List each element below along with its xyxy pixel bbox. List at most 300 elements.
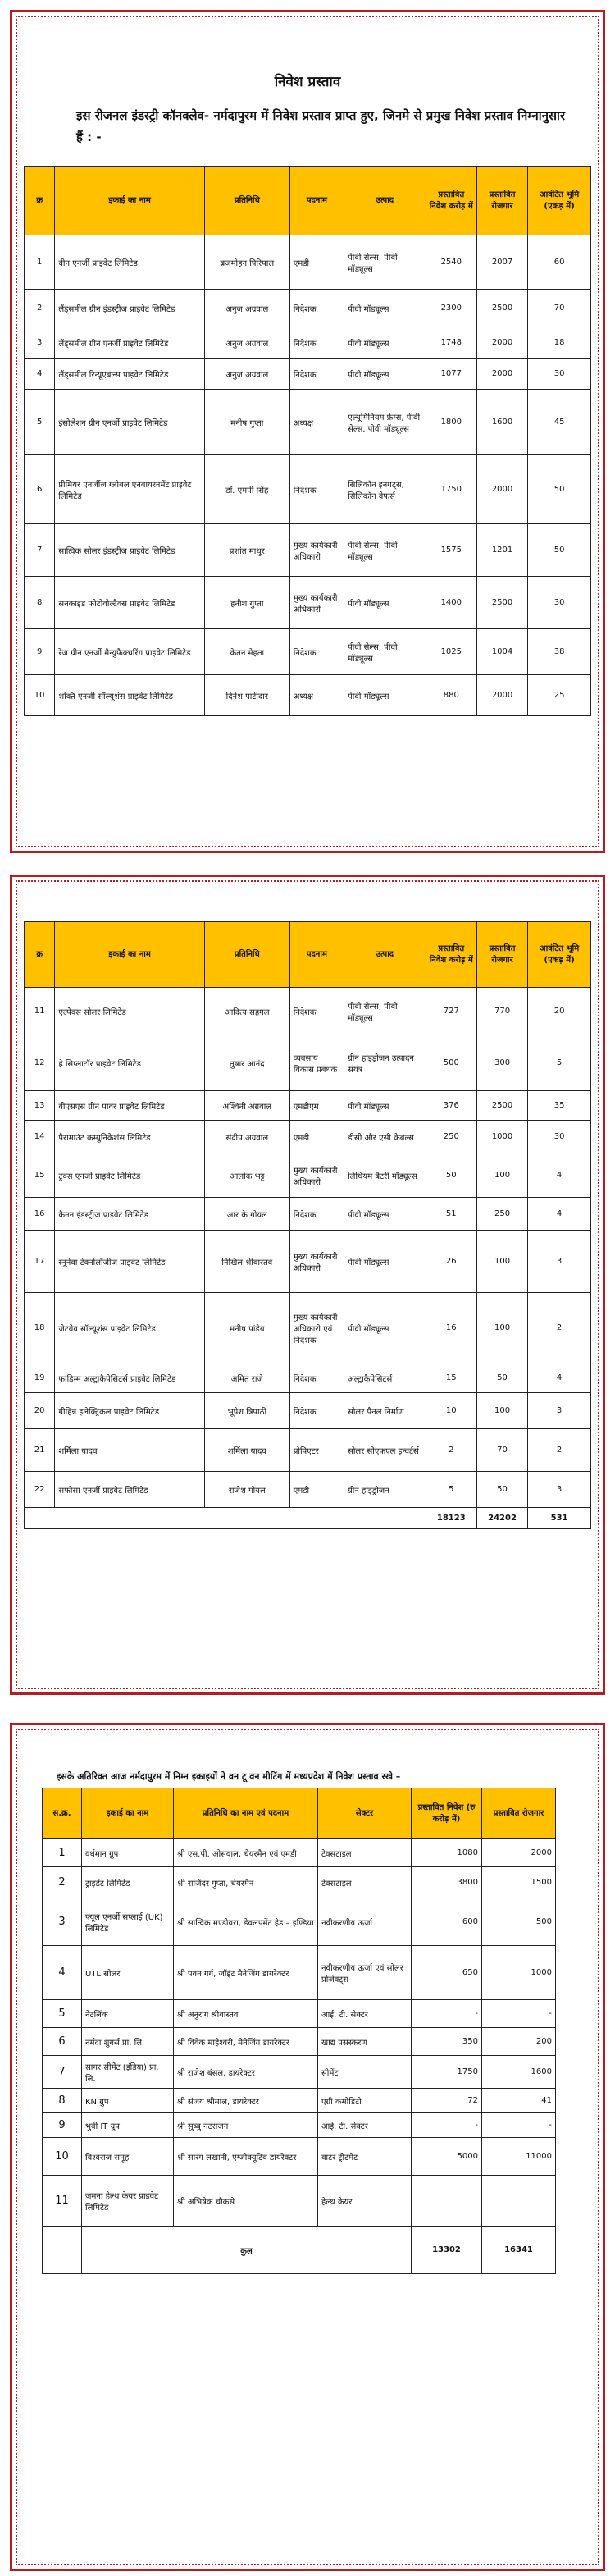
cell-rep: ब्रजमोहन पिरिपाल [204, 235, 289, 290]
cell-product: पीवी मॉड्यूल्स [344, 1231, 426, 1293]
cell-unit: पैरामाउंट कम्युनिकेशंस लिमिटेड [55, 1121, 205, 1153]
cell-sector: वाटर ट्रीटमेंट [318, 2138, 412, 2176]
table-row [25, 327, 591, 359]
table-row [25, 1429, 591, 1472]
cell-sector: नवीकरणीय ऊर्जा एवं सोलर प्रोजेक्ट्स [318, 1946, 412, 2000]
cell-product: पीवी मॉड्यूल्स [344, 577, 426, 629]
cell-investment: 1400 [426, 577, 476, 629]
cell-unit: सनकाइड फोटोवोल्टैक्स प्राइवेट लिमिटेड [55, 577, 205, 629]
table-row [43, 1839, 556, 1867]
cell-rep: श्री विवेक माहेश्वरी, मैनेजिंग डायरेक्टर [174, 2028, 318, 2056]
cell-sn: 4 [43, 1946, 82, 2000]
cell-investment: 880 [426, 675, 476, 716]
cell-investment: 1575 [426, 524, 476, 577]
cell-designation: निदेशक [289, 290, 344, 327]
cell-designation: निदेशक [289, 1363, 344, 1393]
cell-investment: 3800 [412, 1867, 482, 1898]
cell-rep: श्री पवन गर्ग, जॉइंट मैनेजिंग डायरेक्टर [174, 1946, 318, 2000]
cell-sn: 7 [43, 2056, 82, 2089]
cell-sector: आई. टी. सेक्टर [318, 2000, 412, 2028]
intro-text: इस रीजनल इंडस्ट्री कॉनक्लेव- नर्मदापुरम में निवेश प्रस्ताव प्राप्त हुए, जिनमे से प्रमुख निवेश प्रस्ताव निम्नानुसार हैं : - [76, 108, 566, 144]
col-land: आवंटित भूमि (एकड़ में) [528, 167, 591, 235]
cell-land: 4 [528, 1198, 591, 1231]
cell-designation: मुख्य कार्यकारी अधिकारी एवं निदेशक [289, 1293, 344, 1363]
cell-unit: विश्वराज समूह [82, 2138, 174, 2176]
cell-land: 35 [528, 1091, 591, 1121]
cell-rep: राजेश गोयल [204, 1472, 289, 1508]
col-investment: प्रस्तावित निवेश (रु करोड़ में) [412, 1788, 482, 1839]
cell-product: पीवी मॉड्यूल्स [344, 1198, 426, 1231]
cell-land: 30 [528, 359, 591, 390]
cell-rep: संदीप अग्रवाल [204, 1121, 289, 1153]
total-land: 531 [528, 1508, 591, 1529]
cell-rep: डॉ. एमपी सिंह [204, 455, 289, 524]
cell-sn: 10 [43, 2138, 82, 2176]
cell-designation: मुख्य कार्यकारी अधिकारी [289, 577, 344, 629]
cell-unit: शर्मिला यादव [55, 1429, 205, 1472]
table-row [43, 1898, 556, 1946]
cell-employment: 11000 [482, 2138, 556, 2176]
cell-sn: 6 [43, 2028, 82, 2056]
cell-sn: 5 [43, 2000, 82, 2028]
cell-sector: खाद्य प्रसंस्करण [318, 2028, 412, 2056]
table-row [25, 1393, 591, 1429]
cell-rep: निखिल श्रीवास्तव [204, 1231, 289, 1293]
cell-employment: 300 [476, 1035, 527, 1091]
cell-investment: - [412, 2000, 482, 2028]
cell-sector: आई. टी. सेक्टर [318, 2113, 412, 2138]
cell-employment: 70 [476, 1429, 527, 1472]
cell-rep: श्री सारंग लखानी, एग्जीक्यूटिव डायरेक्टर [174, 2138, 318, 2176]
col-product: उत्पाद [344, 922, 426, 988]
total-row-blank [25, 1508, 426, 1529]
cell-investment: 650 [412, 1946, 482, 2000]
cell-employment: - [482, 2000, 556, 2028]
total-row [25, 1508, 591, 1529]
cell-investment: 1025 [426, 629, 476, 675]
cell-sn: 13 [25, 1091, 55, 1121]
table-row [25, 1153, 591, 1198]
cell-employment: 100 [476, 1293, 527, 1363]
cell-product: पीवी मॉड्यूल्स [344, 675, 426, 716]
cell-rep: आर के गोयल [204, 1198, 289, 1231]
table-row [25, 629, 591, 675]
cell-product: पीवी सेल्स, पीवी मॉड्यूल्स [344, 235, 426, 290]
col-employment: प्रस्तावित रोजगार [476, 167, 527, 235]
col-product: उत्पाद [344, 167, 426, 235]
cell-land: 45 [528, 390, 591, 455]
cell-product: पीवी मॉड्यूल्स [344, 1293, 426, 1363]
cell-employment: 2000 [476, 675, 527, 716]
cell-product: पीवी सेल्स, पीवी मॉड्यूल्स [344, 524, 426, 577]
cell-employment: 2000 [482, 1839, 556, 1867]
col-unit: इकाई का नाम [55, 922, 205, 988]
table-header-row [43, 1788, 556, 1839]
cell-rep: श्री अनुराग श्रीवास्तव [174, 2000, 318, 2028]
cell-unit: रेज ग्रीन एनर्जी मैन्युफैक्चरिंग प्राइवेट लिमिटेड [55, 629, 205, 675]
cell-investment: 2 [426, 1429, 476, 1472]
cell-designation: व्यवसाय विकास प्रबंधक [289, 1035, 344, 1091]
cell-land: 30 [528, 577, 591, 629]
cell-employment: 50 [476, 1363, 527, 1393]
cell-investment: 1750 [412, 2056, 482, 2089]
cell-product: सोलर पैनल निर्माण [344, 1393, 426, 1429]
cell-rep: प्रशांत माथुर [204, 524, 289, 577]
cell-sn: 22 [25, 1472, 55, 1508]
table-header-row [25, 167, 591, 235]
total-investment: 18123 [426, 1508, 476, 1529]
cell-employment: 2000 [476, 359, 527, 390]
cell-investment: 1080 [412, 1839, 482, 1867]
cell-designation: अध्यक्ष [289, 390, 344, 455]
col-rep: प्रतिनिधि [204, 167, 289, 235]
cell-unit: प्रीमियर एनर्जीज ग्लोबल एनवायरनमेंट प्राइवेट लिमिटेड [55, 455, 205, 524]
cell-unit: कैनन इंडस्ट्रीज प्राइवेट लिमिटेड [55, 1198, 205, 1231]
table-row [25, 577, 591, 629]
cell-land: 4 [528, 1153, 591, 1198]
cell-rep: अश्विनी अग्रवाल [204, 1091, 289, 1121]
table-row [43, 1946, 556, 2000]
cell-rep: अनुज अग्रवाल [204, 327, 289, 359]
cell-sn: 4 [25, 359, 55, 390]
cell-sn: 2 [25, 290, 55, 327]
cell-product: पीवी मॉड्यूल्स [344, 359, 426, 390]
cell-designation: निदेशक [289, 359, 344, 390]
cell-designation: एमडीएम [289, 1091, 344, 1121]
cell-investment: 1077 [426, 359, 476, 390]
cell-sn: 8 [25, 577, 55, 629]
total-employment: 16341 [482, 2227, 556, 2274]
cell-land: 50 [528, 455, 591, 524]
cell-sn: 15 [25, 1153, 55, 1198]
cell-sn: 16 [25, 1198, 55, 1231]
cell-unit: इंसोलेशन ग्रीन एनर्जी प्राइवेट लिमिटेड [55, 390, 205, 455]
cell-employment [482, 2176, 556, 2227]
cell-employment: 1500 [482, 1867, 556, 1898]
cell-employment: 1004 [476, 629, 527, 675]
investment-panel-3 [10, 1723, 605, 2571]
cell-employment: 2500 [476, 1091, 527, 1121]
table-row [25, 1035, 591, 1091]
table-row [25, 675, 591, 716]
col-rep: प्रतिनिधि का नाम एवं पदनाम [174, 1788, 318, 1839]
cell-designation: प्रोपिएटर [289, 1429, 344, 1472]
cell-sn: 3 [25, 327, 55, 359]
cell-rep: अनुज अग्रवाल [204, 290, 289, 327]
cell-product: ग्रीन हाइड्रोजन उत्पादन संयंत्र [344, 1035, 426, 1091]
cell-sn: 9 [25, 629, 55, 675]
cell-land: 18 [528, 327, 591, 359]
cell-designation: एमडी [289, 1121, 344, 1153]
cell-product: अल्ट्राकैपेसिटर्स [344, 1363, 426, 1393]
col-sector: सेक्टर [318, 1788, 412, 1839]
cell-sn: 8 [43, 2089, 82, 2113]
cell-sn: 20 [25, 1393, 55, 1429]
cell-employment: 770 [476, 988, 527, 1035]
cell-sector: नवीकरणीय ऊर्जा [318, 1898, 412, 1946]
col-employment: प्रस्तावित रोजगार [476, 922, 527, 988]
cell-unit: नर्मदा शुगर्स प्रा. लि. [82, 2028, 174, 2056]
cell-investment: 350 [412, 2028, 482, 2056]
col-unit: इकाई का नाम [55, 167, 205, 235]
cell-rep: श्री अभिषेक चौकसे [174, 2176, 318, 2227]
cell-investment: 15 [426, 1363, 476, 1393]
cell-unit: KN ग्रुप [82, 2089, 174, 2113]
cell-product: डीसी और एसी केबल्स [344, 1121, 426, 1153]
cell-unit: एल्पेक्स सोलर लिमिटेड [55, 988, 205, 1035]
cell-unit: ट्रेक्स एनर्जी प्राइवेट लिमिटेड [55, 1153, 205, 1198]
table-row [25, 1121, 591, 1153]
one-to-one-table [42, 1788, 556, 2274]
cell-investment: 600 [412, 1898, 482, 1946]
cell-investment: 727 [426, 988, 476, 1035]
cell-investment: 1748 [426, 327, 476, 359]
cell-employment: 1201 [476, 524, 527, 577]
cell-designation: मुख्य कार्यकारी अधिकारी [289, 524, 344, 577]
col-land: आवंटित भूमि (एकड़ में) [528, 922, 591, 988]
cell-sn: 21 [25, 1429, 55, 1472]
cell-unit: लैंड्समील रिन्यूएबल्स प्राइवेट लिमिटेड [55, 359, 205, 390]
cell-rep: श्री एस.पी. ओसवाल, चेयरमैन एवं एमडी [174, 1839, 318, 1867]
cell-product: पीवी मॉड्यूल्स [344, 327, 426, 359]
investment-panel-2 [10, 875, 605, 1695]
table-row [43, 2089, 556, 2113]
cell-investment: 5000 [412, 2138, 482, 2176]
cell-investment: 26 [426, 1231, 476, 1293]
cell-sn: 3 [43, 1898, 82, 1946]
table-row [25, 390, 591, 455]
cell-product: एल्यूमिनियम फ्रेम्स, पीवी सेल्स, पीवी मॉड्यूल्स [344, 390, 426, 455]
table-row [25, 1293, 591, 1363]
cell-product: सोलर सीएफएल इन्वर्टर्स [344, 1429, 426, 1472]
total-row [43, 2227, 556, 2274]
cell-sn: 6 [25, 455, 55, 524]
cell-sn: 5 [25, 390, 55, 455]
table-header-row [25, 922, 591, 988]
cell-employment: 50 [476, 1472, 527, 1508]
cell-unit: ह्रे सिप्लाटॉर प्राइवेट लिमिटेड [55, 1035, 205, 1091]
table-row [43, 2000, 556, 2028]
cell-rep: आलोक भट्ट [204, 1153, 289, 1198]
cell-sn: 9 [43, 2113, 82, 2138]
table-row [25, 1091, 591, 1121]
cell-investment [412, 2176, 482, 2227]
cell-designation: एमडी [289, 1472, 344, 1508]
cell-investment: 50 [426, 1153, 476, 1198]
cell-investment: 51 [426, 1198, 476, 1231]
cell-product: पीवी सेल्स, पीवी मॉड्यूल्स [344, 629, 426, 675]
cell-sector: टेक्सटाइल [318, 1839, 412, 1867]
cell-designation: मुख्य कार्यकारी अधिकारी [289, 1231, 344, 1293]
cell-investment: 500 [426, 1035, 476, 1091]
table-row [25, 1231, 591, 1293]
investment-table-2 [24, 921, 591, 1529]
table-row [43, 2028, 556, 2056]
cell-employment: 250 [476, 1198, 527, 1231]
col-sn: क्र [25, 167, 55, 235]
cell-employment: 200 [482, 2028, 556, 2056]
cell-land: 5 [528, 1035, 591, 1091]
cell-unit: स्नूनेवा टेक्नोलॉजीज प्राइवेट लिमिटेड [55, 1231, 205, 1293]
table-row [25, 988, 591, 1035]
table-row [25, 1198, 591, 1231]
page-title: निवेश प्रस्ताव [274, 74, 341, 90]
cell-employment: 2007 [476, 235, 527, 290]
total-investment: 13302 [412, 2227, 482, 2274]
cell-unit: ट्राइडेंट लिमिटेड [82, 1867, 174, 1898]
cell-unit: वीएसएस ग्रीन पावर प्राइवेट लिमिटेड [55, 1091, 205, 1121]
cell-land: 3 [528, 1472, 591, 1508]
cell-product: पीवी मॉड्यूल्स [344, 1091, 426, 1121]
table-row [43, 2056, 556, 2089]
cell-land: 20 [528, 988, 591, 1035]
cell-investment: - [412, 2113, 482, 2138]
cell-land: 60 [528, 235, 591, 290]
col-designation: पदनाम [289, 167, 344, 235]
cell-sector: सीमेंट [318, 2056, 412, 2089]
cell-designation: एमडी [289, 235, 344, 290]
cell-rep: श्री राजिंदर गुप्ता, चेयरमैन [174, 1867, 318, 1898]
cell-investment: 1750 [426, 455, 476, 524]
cell-employment: 41 [482, 2089, 556, 2113]
cell-sn: 10 [25, 675, 55, 716]
cell-land: 3 [528, 1393, 591, 1429]
cell-employment: 1600 [482, 2056, 556, 2089]
cell-sn: 17 [25, 1231, 55, 1293]
cell-rep: श्री सात्विक मण्डोवरा, डेवलपमेंट हेड – इण्डिया [174, 1898, 318, 1946]
cell-investment: 376 [426, 1091, 476, 1121]
cell-sn: 2 [43, 1867, 82, 1898]
cell-rep: केतन मेहता [204, 629, 289, 675]
cell-rep: शर्मिला यादव [204, 1429, 289, 1472]
cell-unit: भुवी IT ग्रुप [82, 2113, 174, 2138]
cell-sector: टेक्सटाइल [318, 1867, 412, 1898]
cell-rep: श्री सुब्बु नटराजन [174, 2113, 318, 2138]
table-row [43, 2176, 556, 2227]
cell-sector: एग्री कमोडिटी [318, 2089, 412, 2113]
col-rep: प्रतिनिधि [204, 922, 289, 988]
cell-land: 38 [528, 629, 591, 675]
col-investment: प्रस्तावित निवेश करोड़ में [426, 922, 476, 988]
cell-rep: भूपेश त्रिपाठी [204, 1393, 289, 1429]
table-row [43, 2138, 556, 2176]
cell-rep: तुषार आनंद [204, 1035, 289, 1091]
cell-employment: 100 [476, 1393, 527, 1429]
cell-product: लिथियम बैटरी मॉड्यूल्स [344, 1153, 426, 1198]
cell-unit: नेटलिंक [82, 2000, 174, 2028]
cell-rep: आदित्य सहगल [204, 988, 289, 1035]
cell-land: 2 [528, 1429, 591, 1472]
col-sn: स.क्र. [43, 1788, 82, 1839]
table-row [25, 359, 591, 390]
cell-product: पीवी सेल्स, पीवी मॉड्यूल्स [344, 988, 426, 1035]
cell-employment: 2000 [476, 455, 527, 524]
cell-land: 30 [528, 1121, 591, 1153]
cell-employment: 100 [476, 1153, 527, 1198]
cell-sn: 14 [25, 1121, 55, 1153]
cell-unit: ग्रीहिन्न इलेक्ट्रिकल प्राइवेट लिमिटेड [55, 1393, 205, 1429]
cell-rep: श्री राजेश बंसल, डायरेक्टर [174, 2056, 318, 2089]
cell-unit: लैंड्समील ग्रीन एनर्जी प्राइवेट लिमिटेड [55, 327, 205, 359]
table-row [25, 290, 591, 327]
cell-rep: अमित राजे [204, 1363, 289, 1393]
one-to-one-intro: इसके अतिरिक्त आज नर्मदापुरम में निम्न इकाइयों ने वन टू वन मीटिंग में मध्यप्रदेश में निवेश प्रस्ताव रखे – [57, 1771, 401, 1782]
cell-unit: वर्धमान ग्रुप [82, 1839, 174, 1867]
cell-investment: 2540 [426, 235, 476, 290]
cell-rep: हनीश गुप्ता [204, 577, 289, 629]
cell-unit: सफोसा एनर्जी प्राइवेट लिमिटेड [55, 1472, 205, 1508]
cell-rep: अनुज अग्रवाल [204, 359, 289, 390]
cell-investment: 1800 [426, 390, 476, 455]
cell-unit: जेटवेव सॉल्यूशंस प्राइवेट लिमिटेड [55, 1293, 205, 1363]
cell-unit: लैंड्समील ग्रीन इंडस्ट्रीज प्राइवेट लिमिटेड [55, 290, 205, 327]
cell-investment: 5 [426, 1472, 476, 1508]
cell-employment: 1000 [476, 1121, 527, 1153]
col-employment: प्रस्तावित रोजगार [482, 1788, 556, 1839]
cell-sn: 18 [25, 1293, 55, 1363]
cell-product: सिलिकॉन इनगट्स, सिलिकॉन वेफर्स [344, 455, 426, 524]
cell-rep: दिनेश पाटीदार [204, 675, 289, 716]
cell-sn: 11 [43, 2176, 82, 2227]
col-designation: पदनाम [289, 922, 344, 988]
total-employment: 24202 [476, 1508, 527, 1529]
total-label: कुल [82, 2227, 412, 2274]
cell-designation: निदेशक [289, 455, 344, 524]
cell-investment: 2300 [426, 290, 476, 327]
cell-sn: 12 [25, 1035, 55, 1091]
cell-unit: सागर सीमेंट (इंडिया) प्रा. लि. [82, 2056, 174, 2089]
cell-rep: मनीष पांडेय [204, 1293, 289, 1363]
cell-sn: 1 [43, 1839, 82, 1867]
investment-panel-1 [10, 10, 605, 853]
cell-unit: शक्ति एनर्जी सॉल्यूशंस प्राइवेट लिमिटेड [55, 675, 205, 716]
cell-designation: अध्यक्ष [289, 675, 344, 716]
cell-sn: 11 [25, 988, 55, 1035]
cell-designation: निदेशक [289, 327, 344, 359]
cell-designation: मुख्य कार्यकारी अधिकारी [289, 1153, 344, 1198]
cell-designation: निदेशक [289, 1393, 344, 1429]
cell-investment: 250 [426, 1121, 476, 1153]
cell-sn: 19 [25, 1363, 55, 1393]
cell-unit: वीन एनर्जी प्राइवेट लिमिटेड [55, 235, 205, 290]
col-sn: क्र [25, 922, 55, 988]
cell-employment: 1000 [482, 1946, 556, 2000]
investment-table-1 [24, 166, 591, 716]
table-row [25, 1472, 591, 1508]
cell-employment: 1600 [476, 390, 527, 455]
table-row [25, 1363, 591, 1393]
cell-land: 50 [528, 524, 591, 577]
cell-product: ग्रीन हाइड्रोजन [344, 1472, 426, 1508]
cell-employment: 2500 [476, 577, 527, 629]
cell-employment: - [482, 2113, 556, 2138]
cell-employment: 2500 [476, 290, 527, 327]
total-row-blank [43, 2227, 82, 2274]
cell-designation: निदेशक [289, 988, 344, 1035]
cell-sn: 7 [25, 524, 55, 577]
cell-sn: 1 [25, 235, 55, 290]
cell-employment: 500 [482, 1898, 556, 1946]
table-row [43, 2113, 556, 2138]
cell-investment: 72 [412, 2089, 482, 2113]
table-row [25, 524, 591, 577]
cell-unit: फाडिम्म अल्ट्राकैपेसिटर्स प्राइवेट लिमिटेड [55, 1363, 205, 1393]
cell-designation: निदेशक [289, 1198, 344, 1231]
cell-unit: UTL सोलर [82, 1946, 174, 2000]
cell-land: 3 [528, 1231, 591, 1293]
cell-designation: निदेशक [289, 629, 344, 675]
cell-unit: सात्विक सोलर इंडस्ट्रीज प्राइवेट लिमिटेड [55, 524, 205, 577]
